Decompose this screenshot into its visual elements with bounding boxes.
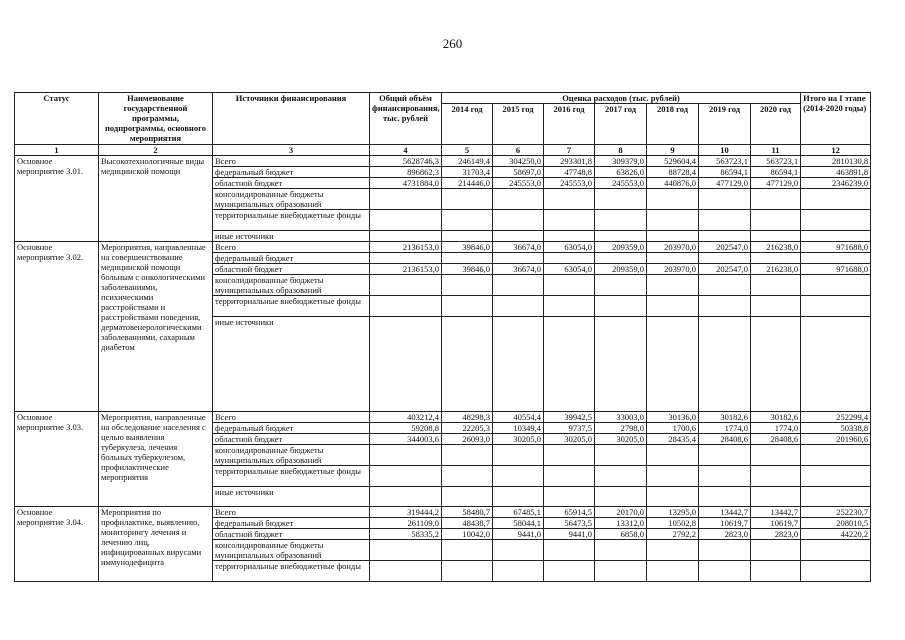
year-value-cell: 216238,0 — [751, 242, 801, 253]
year-value-cell: 293301,8 — [544, 156, 595, 167]
funding-source-cell: областной бюджет — [213, 178, 370, 189]
year-value-cell — [699, 275, 751, 296]
year-value-cell: 1700,6 — [647, 423, 699, 434]
header-sources: Источники финансирования — [213, 93, 370, 145]
year-value-cell: 48438,7 — [442, 518, 493, 529]
stage-total-cell — [801, 317, 871, 412]
year-value-cell: 39846,0 — [442, 242, 493, 253]
year-value-cell — [493, 275, 544, 296]
year-value-cell — [699, 296, 751, 317]
header-year: 2016 год — [544, 104, 595, 145]
year-value-cell — [442, 466, 493, 487]
year-value-cell — [442, 540, 493, 561]
funding-source-cell: Всего — [213, 242, 370, 253]
header-year: 2019 год — [699, 104, 751, 145]
year-value-cell — [493, 189, 544, 210]
stage-total-cell: 208010,5 — [801, 518, 871, 529]
stage-total-cell: 50338,8 — [801, 423, 871, 434]
year-value-cell: 40554,4 — [493, 412, 544, 423]
header-year: 2014 год — [442, 104, 493, 145]
year-value-cell: 10619,7 — [751, 518, 801, 529]
year-value-cell: 36674,0 — [493, 264, 544, 275]
year-value-cell — [647, 317, 699, 412]
stage-total-cell — [801, 561, 871, 582]
year-value-cell — [751, 210, 801, 231]
year-value-cell: 58697,0 — [493, 167, 544, 178]
year-value-cell: 63826,0 — [595, 167, 647, 178]
year-value-cell — [442, 561, 493, 582]
year-value-cell: 47748,8 — [544, 167, 595, 178]
year-value-cell — [647, 189, 699, 210]
year-value-cell: 13295,0 — [647, 507, 699, 518]
year-value-cell — [751, 189, 801, 210]
year-value-cell — [699, 189, 751, 210]
header-name: Наименование государственной программы, подпрограммы, основного мероприятия — [99, 93, 213, 145]
year-value-cell — [544, 317, 595, 412]
total-cell: 403212,4 — [370, 412, 442, 423]
funding-source-cell: федеральный бюджет — [213, 518, 370, 529]
total-cell — [370, 296, 442, 317]
column-number: 8 — [595, 145, 647, 156]
funding-source-cell: территориальные внебюджетные фонды — [213, 210, 370, 231]
funding-source-cell: Всего — [213, 156, 370, 167]
header-stage-total: Итого на I этапе (2014-2020 годы) — [801, 93, 871, 145]
year-value-cell — [493, 296, 544, 317]
year-value-cell — [751, 317, 801, 412]
year-value-cell — [647, 275, 699, 296]
year-value-cell: 2823,0 — [699, 529, 751, 540]
column-number: 2 — [99, 145, 213, 156]
funding-source-cell: иные источники — [213, 487, 370, 507]
year-value-cell — [751, 540, 801, 561]
year-value-cell — [493, 487, 544, 507]
year-value-cell — [647, 466, 699, 487]
year-value-cell — [493, 540, 544, 561]
stage-total-cell — [801, 253, 871, 264]
stage-total-cell: 2810130,8 — [801, 156, 871, 167]
year-value-cell — [647, 540, 699, 561]
year-value-cell: 30205,0 — [493, 434, 544, 445]
year-value-cell — [595, 189, 647, 210]
year-value-cell — [751, 487, 801, 507]
year-value-cell: 246149,4 — [442, 156, 493, 167]
year-value-cell: 58044,1 — [493, 518, 544, 529]
year-value-cell: 477129,0 — [751, 178, 801, 189]
year-value-cell: 30205,0 — [544, 434, 595, 445]
funding-source-cell: областной бюджет — [213, 434, 370, 445]
column-number: 7 — [544, 145, 595, 156]
funding-source-cell: Всего — [213, 412, 370, 423]
funding-source-cell: федеральный бюджет — [213, 253, 370, 264]
funding-source-cell: территориальные внебюджетные фонды — [213, 296, 370, 317]
total-cell: 5628746,3 — [370, 156, 442, 167]
year-value-cell — [493, 317, 544, 412]
year-value-cell: 67485,1 — [493, 507, 544, 518]
year-value-cell: 48298,3 — [442, 412, 493, 423]
year-value-cell: 13312,0 — [595, 518, 647, 529]
year-value-cell — [699, 466, 751, 487]
header-year: 2015 год — [493, 104, 544, 145]
year-value-cell — [442, 210, 493, 231]
year-value-cell — [544, 487, 595, 507]
year-value-cell: 2798,0 — [595, 423, 647, 434]
table-row — [15, 156, 871, 167]
year-value-cell: 28408,6 — [699, 434, 751, 445]
stage-total-cell — [801, 466, 871, 487]
year-value-cell: 10042,0 — [442, 529, 493, 540]
year-value-cell: 22205,3 — [442, 423, 493, 434]
total-cell — [370, 317, 442, 412]
column-number: 11 — [751, 145, 801, 156]
year-value-cell: 202547,0 — [699, 264, 751, 275]
funding-source-cell: федеральный бюджет — [213, 423, 370, 434]
status-cell: Основное мероприятие 3.02. — [15, 242, 99, 412]
funding-source-cell: иные источники — [213, 231, 370, 242]
year-value-cell: 209359,0 — [595, 242, 647, 253]
total-cell — [370, 445, 442, 466]
year-value-cell — [544, 275, 595, 296]
year-value-cell — [595, 210, 647, 231]
total-cell: 344003,6 — [370, 434, 442, 445]
measure-name-cell: Мероприятия, направленные на обследование населения с целью выявления туберкулеза, лечения больных туберкулезом, профилактические мероприятия — [99, 412, 213, 507]
year-value-cell — [493, 253, 544, 264]
year-value-cell — [647, 445, 699, 466]
year-value-cell — [442, 253, 493, 264]
year-value-cell: 245553,0 — [595, 178, 647, 189]
total-cell — [370, 210, 442, 231]
year-value-cell — [647, 210, 699, 231]
year-value-cell: 1774,0 — [699, 423, 751, 434]
column-number: 1 — [15, 145, 99, 156]
year-value-cell — [544, 296, 595, 317]
year-value-cell — [647, 487, 699, 507]
year-value-cell — [699, 231, 751, 242]
column-number: 9 — [647, 145, 699, 156]
year-value-cell: 6858,0 — [595, 529, 647, 540]
total-cell — [370, 487, 442, 507]
year-value-cell — [699, 561, 751, 582]
stage-total-cell: 252230,7 — [801, 507, 871, 518]
year-value-cell — [544, 561, 595, 582]
funding-source-cell: областной бюджет — [213, 264, 370, 275]
year-value-cell: 477129,0 — [699, 178, 751, 189]
year-value-cell — [595, 466, 647, 487]
total-cell — [370, 231, 442, 242]
year-value-cell: 203970,0 — [647, 264, 699, 275]
funding-source-cell: консолидированные бюджеты муниципальных образований — [213, 189, 370, 210]
stage-total-cell — [801, 540, 871, 561]
table-row — [15, 242, 871, 253]
year-value-cell — [544, 189, 595, 210]
year-value-cell — [544, 253, 595, 264]
stage-total-cell: 971688,0 — [801, 264, 871, 275]
header-total: Общий объём финансирования, тыс. рублей — [370, 93, 442, 145]
total-cell: 2136153,0 — [370, 242, 442, 253]
total-cell: 58335,2 — [370, 529, 442, 540]
year-value-cell: 39846,0 — [442, 264, 493, 275]
total-cell — [370, 540, 442, 561]
measure-name-cell: Мероприятия по профилактике, выявлению, мониторингу лечения и лечению лиц, инфицированных вирусами иммунодефицита — [99, 507, 213, 582]
year-value-cell: 65914,5 — [544, 507, 595, 518]
total-cell: 4731884,0 — [370, 178, 442, 189]
year-value-cell — [647, 231, 699, 242]
total-cell — [370, 466, 442, 487]
year-value-cell: 63054,0 — [544, 242, 595, 253]
year-value-cell — [595, 231, 647, 242]
status-cell: Основное мероприятие 3.04. — [15, 507, 99, 582]
year-value-cell — [699, 317, 751, 412]
total-cell: 319444,2 — [370, 507, 442, 518]
year-value-cell: 245553,0 — [493, 178, 544, 189]
total-cell: 261109,0 — [370, 518, 442, 529]
year-value-cell: 20170,0 — [595, 507, 647, 518]
year-value-cell — [595, 445, 647, 466]
year-value-cell: 9737,5 — [544, 423, 595, 434]
year-value-cell: 9441,0 — [544, 529, 595, 540]
year-value-cell: 10502,8 — [647, 518, 699, 529]
year-value-cell — [595, 275, 647, 296]
stage-total-cell: 44220,2 — [801, 529, 871, 540]
measure-name-cell: Высокотехнологичные виды медицинской помощи — [99, 156, 213, 242]
status-cell: Основное мероприятие 3.01. — [15, 156, 99, 242]
year-value-cell: 1774,0 — [751, 423, 801, 434]
year-value-cell — [751, 231, 801, 242]
year-value-cell: 30205,0 — [595, 434, 647, 445]
year-value-cell: 10619,7 — [699, 518, 751, 529]
year-value-cell: 304250,0 — [493, 156, 544, 167]
year-value-cell — [442, 275, 493, 296]
header-status: Статус — [15, 93, 99, 145]
year-value-cell — [647, 296, 699, 317]
year-value-cell — [442, 231, 493, 242]
table-row — [15, 412, 871, 423]
table-body — [15, 156, 871, 582]
year-value-cell: 563723,1 — [751, 156, 801, 167]
header-estimate: Оценка расходов (тыс. рублей) — [442, 93, 801, 104]
year-value-cell — [595, 487, 647, 507]
header-year: 2018 год — [647, 104, 699, 145]
year-value-cell: 202547,0 — [699, 242, 751, 253]
year-value-cell: 309379,0 — [595, 156, 647, 167]
year-value-cell: 30182,6 — [751, 412, 801, 423]
year-value-cell — [647, 561, 699, 582]
year-value-cell: 30182,6 — [699, 412, 751, 423]
year-value-cell: 86594,1 — [751, 167, 801, 178]
column-number: 3 — [213, 145, 370, 156]
column-numbers-row — [15, 145, 871, 156]
year-value-cell — [751, 445, 801, 466]
stage-total-cell — [801, 445, 871, 466]
year-value-cell — [544, 231, 595, 242]
year-value-cell: 563723,1 — [699, 156, 751, 167]
total-cell — [370, 275, 442, 296]
column-number: 10 — [699, 145, 751, 156]
year-value-cell — [699, 487, 751, 507]
year-value-cell: 36674,0 — [493, 242, 544, 253]
measure-name-cell: Мероприятия, направленные на совершенствование медицинской помощи больным с онкологическими заболеваниями, психическими расстройствами и расстройствами поведения, дерматовенерологическими заболеваниями, сахарным диабетом — [99, 242, 213, 412]
funding-source-cell: иные источники — [213, 317, 370, 412]
year-value-cell: 214446,0 — [442, 178, 493, 189]
column-number: 5 — [442, 145, 493, 156]
header-year: 2017 год — [595, 104, 647, 145]
year-value-cell — [699, 540, 751, 561]
year-value-cell: 28408,6 — [751, 434, 801, 445]
funding-source-cell: областной бюджет — [213, 529, 370, 540]
year-value-cell — [493, 210, 544, 231]
stage-total-cell: 463891,8 — [801, 167, 871, 178]
status-cell: Основное мероприятие 3.03. — [15, 412, 99, 507]
year-value-cell: 209359,0 — [595, 264, 647, 275]
year-value-cell: 9441,0 — [493, 529, 544, 540]
year-value-cell: 440876,0 — [647, 178, 699, 189]
year-value-cell — [751, 275, 801, 296]
stage-total-cell — [801, 189, 871, 210]
column-number: 12 — [801, 145, 871, 156]
year-value-cell: 56473,5 — [544, 518, 595, 529]
stage-total-cell — [801, 210, 871, 231]
total-cell: 59208,8 — [370, 423, 442, 434]
year-value-cell — [544, 540, 595, 561]
year-value-cell — [493, 445, 544, 466]
year-value-cell — [699, 253, 751, 264]
year-value-cell — [751, 561, 801, 582]
year-value-cell: 203970,0 — [647, 242, 699, 253]
year-value-cell: 58480,7 — [442, 507, 493, 518]
year-value-cell — [751, 466, 801, 487]
stage-total-cell: 201960,6 — [801, 434, 871, 445]
year-value-cell: 10349,4 — [493, 423, 544, 434]
year-value-cell — [442, 189, 493, 210]
total-cell — [370, 189, 442, 210]
year-value-cell: 33003,0 — [595, 412, 647, 423]
total-cell — [370, 253, 442, 264]
funding-source-cell: консолидированные бюджеты муниципальных образований — [213, 445, 370, 466]
year-value-cell: 28435,4 — [647, 434, 699, 445]
year-value-cell: 216238,0 — [751, 264, 801, 275]
year-value-cell — [595, 253, 647, 264]
column-number: 6 — [493, 145, 544, 156]
year-value-cell — [699, 445, 751, 466]
year-value-cell: 2792,2 — [647, 529, 699, 540]
funding-source-cell: консолидированные бюджеты муниципальных образований — [213, 540, 370, 561]
year-value-cell — [647, 253, 699, 264]
table-row — [15, 507, 871, 518]
year-value-cell — [442, 487, 493, 507]
stage-total-cell — [801, 275, 871, 296]
stage-total-cell — [801, 487, 871, 507]
year-value-cell: 529604,4 — [647, 156, 699, 167]
header-year: 2020 год — [751, 104, 801, 145]
year-value-cell — [493, 466, 544, 487]
funding-source-cell: Всего — [213, 507, 370, 518]
total-cell: 896862,3 — [370, 167, 442, 178]
year-value-cell: 13442,7 — [699, 507, 751, 518]
year-value-cell — [544, 466, 595, 487]
year-value-cell — [544, 210, 595, 231]
funding-source-cell: консолидированные бюджеты муниципальных образований — [213, 275, 370, 296]
year-value-cell: 245553,0 — [544, 178, 595, 189]
total-cell: 2136153,0 — [370, 264, 442, 275]
year-value-cell: 31703,4 — [442, 167, 493, 178]
page-number: 260 — [442, 36, 463, 51]
funding-source-cell: федеральный бюджет — [213, 167, 370, 178]
year-value-cell — [699, 210, 751, 231]
year-value-cell: 2823,0 — [751, 529, 801, 540]
year-value-cell: 26093,0 — [442, 434, 493, 445]
year-value-cell — [751, 253, 801, 264]
year-value-cell — [544, 445, 595, 466]
stage-total-cell: 252299,4 — [801, 412, 871, 423]
year-value-cell — [442, 445, 493, 466]
year-value-cell: 39942,5 — [544, 412, 595, 423]
year-value-cell — [595, 296, 647, 317]
funding-source-cell: территориальные внебюджетные фонды — [213, 561, 370, 582]
year-value-cell: 63054,0 — [544, 264, 595, 275]
stage-total-cell — [801, 231, 871, 242]
stage-total-cell: 971688,0 — [801, 242, 871, 253]
stage-total-cell — [801, 296, 871, 317]
budget-table — [14, 92, 871, 582]
year-value-cell: 13442,7 — [751, 507, 801, 518]
year-value-cell — [595, 317, 647, 412]
year-value-cell — [442, 317, 493, 412]
total-cell — [370, 561, 442, 582]
year-value-cell: 88728,4 — [647, 167, 699, 178]
year-value-cell — [595, 540, 647, 561]
funding-source-cell: территориальные внебюджетные фонды — [213, 466, 370, 487]
column-number: 4 — [370, 145, 442, 156]
year-value-cell: 30136,0 — [647, 412, 699, 423]
year-value-cell: 86594,1 — [699, 167, 751, 178]
year-value-cell — [595, 561, 647, 582]
year-value-cell — [493, 231, 544, 242]
year-value-cell — [493, 561, 544, 582]
year-value-cell — [442, 296, 493, 317]
stage-total-cell: 2346239,0 — [801, 178, 871, 189]
year-value-cell — [751, 296, 801, 317]
